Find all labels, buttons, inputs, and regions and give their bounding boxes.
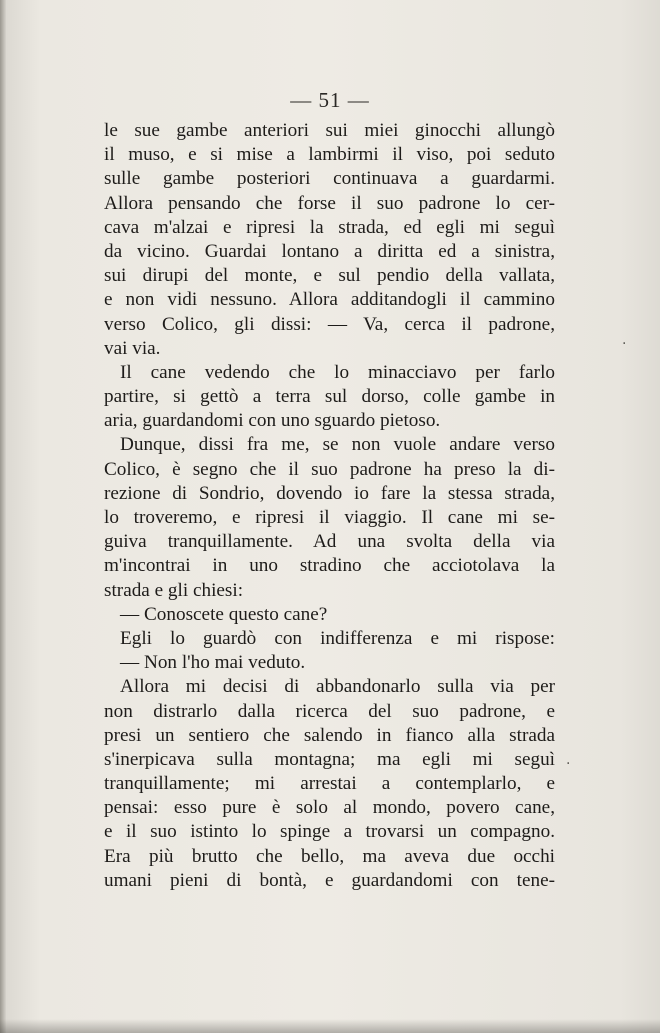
stray-mark: · [566,756,571,772]
text-line: guiva tranquillamente. Ad una svolta della via [104,531,555,553]
text-line: e non vidi nessuno. Allora additandogli il cammino [104,289,555,311]
text-line: pensai: esso pure è solo al mondo, povero cane, [104,797,555,819]
text-line: cava m'alzai e ripresi la strada, ed egli mi seguì [104,216,555,238]
text-line: non distrarlo dalla ricerca del suo padrone, e [104,700,555,722]
text-line: rezione di Sondrio, dovendo io fare la stessa strada, [104,482,555,504]
body-text [104,119,555,893]
stray-mark: · [622,336,627,352]
text-line: Colico, è segno che il suo padrone ha preso la di- [104,458,555,480]
text-line: s'inerpicava sulla montagna; ma egli mi seguì [104,748,555,770]
text-line: e il suo istinto lo spinge a trovarsi un compagno. [104,821,555,843]
text-line: Allora mi decisi di abbandonarlo sulla via per [120,676,555,698]
text-line: aria, guardandomi con uno sguardo pietoso. [104,410,441,432]
text-line: il muso, e si mise a lambirmi il viso, poi seduto [104,144,555,166]
text-line: presi un sentiero che salendo in fianco alla strada [104,724,555,746]
text-line: Allora pensando che forse il suo padrone lo cer- [104,192,555,214]
text-line: le sue gambe anteriori sui miei ginocchi allungò [104,120,555,141]
text-line: partire, si gettò a terra sul dorso, colle gambe in [104,386,555,408]
text-line: Egli lo guardò con indifferenza e mi rispose: [120,627,555,649]
text-line: verso Colico, gli dissi: — Va, cerca il padrone, [104,313,555,335]
text-line: umani pieni di bontà, e guardandomi con tene- [104,869,555,891]
page-binding-edge [0,0,6,1033]
text-line: m'incontrai in uno stradino che acciotolava la [104,555,555,577]
text-line: — Conoscete questo cane? [120,603,328,625]
text-line: da vicino. Guardai lontano a diritta ed a sinistra, [104,240,555,262]
text-line: Era più brutto che bello, ma aveva due occhi [104,845,555,867]
text-line: strada e gli chiesi: [104,579,244,601]
text-line: lo troveremo, e ripresi il viaggio. Il cane mi se- [104,507,555,528]
text-line: — Non l'ho mai veduto. [120,652,306,674]
text-line: vai via. [104,337,161,359]
text-line: tranquillamente; mi arrestai a contemplarlo, e [104,773,555,795]
page-number: — 51 — [290,88,370,112]
text-line: Il cane vedendo che lo minacciavo per farlo [120,361,555,383]
text-line: sui dirupi del monte, e sul pendio della vallata, [104,265,555,287]
text-line: Dunque, dissi fra me, se non vuole andare verso [120,434,555,456]
page-bottom-shadow [0,1019,660,1033]
text-line: sulle gambe posteriori continuava a guardarmi. [104,168,555,190]
